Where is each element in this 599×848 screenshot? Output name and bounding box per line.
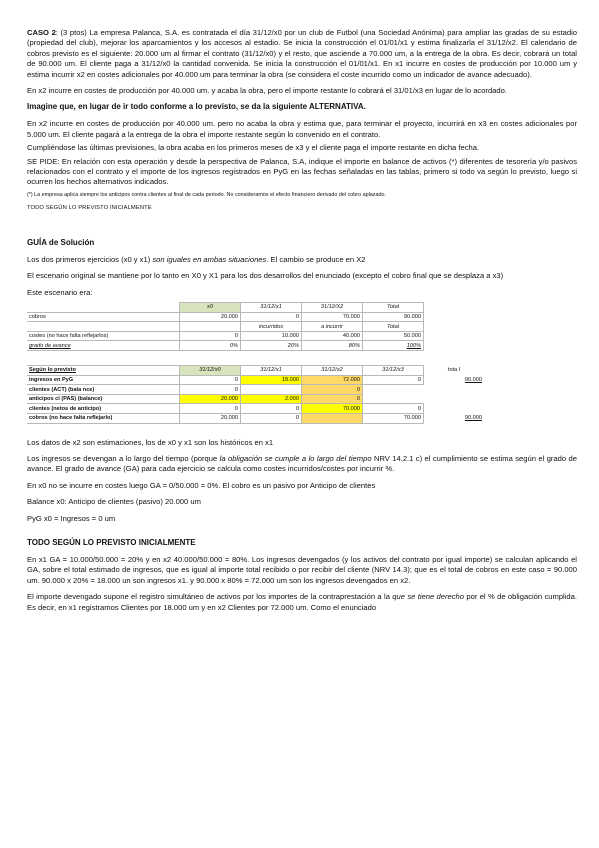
table-header: 31/12/X2 [302,303,363,313]
after-text-a: Los ingresos se devengan a lo largo del tiempo (porque [27,454,220,464]
after-text-italic: que se tiene derecho [392,592,464,602]
table-cell [424,312,485,322]
after-text-a: El importe devengado supone el registro simultáneo de activos por los importes de la contraprestación a la [27,592,393,602]
document-page [27,28,577,619]
table-cell: 20.000 [180,414,241,424]
table-cell: 20.000 [180,312,241,322]
table-cell [424,331,485,341]
table-cell: 0 [241,414,302,424]
row-label: costes (no hace falta reflejarlos) [27,331,180,341]
table-header: 31/12/x0 [180,366,241,376]
table-cell [27,358,484,366]
row-label: clientes (ACT) (bala nce) [27,385,180,395]
table-header: tota l [447,367,461,374]
table-row [27,414,484,424]
guide-heading: GUÍA de Solución [27,237,95,247]
after-paragraph-3: En x0 no se incurre en costes luego GA = 0/50.000 = 0%. El cobro es un pasivo por Anticipo de clientes [27,480,376,490]
table-cell: 90.000 [464,376,482,383]
table-header: x0 [180,303,241,313]
table-row [27,312,484,322]
table-cell [363,394,424,404]
table-cell: 0 [180,375,241,385]
alternative-heading: Imagine que, en lugar de ir todo conforme a lo previsto, se da la siguiente ALTERNATIVA. [27,102,366,112]
table-cell [27,303,180,313]
table-cell: 100% [363,341,424,351]
after-text-italic: la obligación se cumple a lo largo del tiempo [219,454,372,464]
table-row [27,341,484,351]
after-text-b: por el % de obligación cumplida. Es decir, en x1 registramos Clientes por 18.000 um y en x2 Clientes por 72.000 um. Como el enunciado [27,592,577,612]
after-paragraph-2 [27,454,577,475]
guide-paragraph-3: Este escenario era: [27,287,93,297]
after-paragraph-4: Balance x0: Anticipo de clientes (pasivo) 20.000 um [27,497,201,507]
row-label: cobros (no hace falta reflejarlo) [27,414,180,424]
guide-paragraph [27,255,577,265]
case-text: : (3 ptos) La empresa Palanca, S.A. es contratada el día 31/12/x0 por un club de Futbol (una Sociedad Anónima) para ampliar las gradas de su estadio (propiedad del club), mejorar los aparcamientos y los accesos al estadio. Se inicia la construcción el 01/01/x1 y estima finalizarla el 31/12/x2. El calendario de cobros previsto es el siguiente: 20.000 um al firmar el contrato (31/12/x0) y el resto, que asciende a 70.000 um, a la entrega de la obra. Es decir, cobrará un total de 90.000 um. El cliente paga a 31/12/x0 la cantidad convenida. Se inicia la construcción el 01/01/x1. En x1 incurre en costes de producción por 10.000 um y estima incurrir x2 en costes adicionales por 40.000 um para terminar la obra (se considera el coste incurrido como un indicador de avance adecuado). [27,28,577,79]
table-cell: Total [363,322,424,332]
table-cell: 90.000 [464,415,482,422]
case-paragraph [27,28,577,80]
table-row [27,351,484,359]
table-cell: 70.000 [363,414,424,424]
alternative-paragraph-2: Cumpliéndose las últimas previsiones, la obra acaba en los primeros meses de x3 y el cliente paga el importe restante en dicha fecha. [27,143,480,153]
table-cell [424,322,485,332]
table-cell: 50.000 [363,331,424,341]
table-cell [302,414,363,424]
table-cell [363,385,424,395]
table-cell: 0 [180,404,241,414]
scenario-table [27,302,484,424]
guide-paragraph-2: El escenario original se mantiene por lo tanto en X0 y X1 para los dos desarrollos del enunciado (excepto el cobro final que se desplaza a x3) [27,271,504,281]
table-cell [424,341,485,351]
table-cell: 0 [241,312,302,322]
table-cell: 20% [241,341,302,351]
table-cell: 0 [180,385,241,395]
table-cell [424,385,485,395]
table-cell [180,322,241,332]
table-cell: 80% [302,341,363,351]
table-cell: a incurrir [302,322,363,332]
after-paragraph-1: Los datos de x2 son estimaciones, los de x0 y x1 son los históricos en x1 [27,437,274,447]
guide-text-italic: son iguales en ambas situaciones [152,254,267,264]
table-cell: 18.000 [241,375,302,385]
table-cell: 0 [302,394,363,404]
case-paragraph-2: En x2 incurre en costes de producción por 40.000 um. y acaba la obra, pero el importe restante lo cobrará el 31/01/x3 en lugar de lo acordado. [27,86,507,96]
guide-text-b: . El cambio se produce en X2 [266,254,366,264]
table-row [27,404,484,414]
table-row [27,331,484,341]
row-label: ingresos en PyG [27,375,180,385]
table-cell: 0 [363,375,424,385]
footnote: (*) La empresa aplica siempre los anticipos contra clientes al final de cada periodo. No consideramos el efecto financiero derivado del cobro aplazado. [27,191,386,198]
after-text-b: NRV 14.2.1 c) el cumplimiento se estima según el grado de avance. El grado de avance (GA) para cada ejercicio se calcula como costes incurridos/costes por incurrir %. [27,454,577,474]
table-header: Total [363,303,424,313]
table-row [27,385,484,395]
table-header: 31/12/x1 [241,366,302,376]
table-cell: 10.000 [241,331,302,341]
table-cell: 40.000 [302,331,363,341]
alternative-paragraph: En x2 incurre en costes de producción por 40.000 um. pero no acaba la obra y estima que, para terminar el proyecto, incurrirá en x3 en costes adicionales por 5.000 um. El cliente pagará a la entrega de la obra el importe restante según lo convenido en el contrato. [27,119,577,139]
after-paragraph-5: PyG x0 = Ingresos = 0 um [27,513,116,523]
table-cell: 70.000 [302,404,363,414]
after-paragraph-6: En x1 GA = 10.000/50.000 = 20% y en x2 40.000/50.000 = 80%. Los ingresos devengados (y los activos del contrato por igual importe) se calculan aplicando el GA, sobre el total estimado de ingresos, que es igual al importe total recibido o por recibir del cliente (NRV 14.3); que es el total de cobros en este caso = 90.000 um. 90.000 x 20% = 18.000 un son ingresos x1. y 90.000 x 80% = 72.000 um son los ingresos devengados en x2. [27,555,577,585]
table-cell [241,385,302,395]
table-cell: 0% [180,341,241,351]
table-cell [424,394,485,404]
table-cell [424,404,485,414]
todo-caps: TODO SEGÚN LO PREVISTO INICIALMENTE [27,204,152,211]
table-cell: 0 [241,404,302,414]
row-label: grado de avance [27,341,180,351]
table-cell [424,303,485,313]
table-cell [27,351,484,359]
case-label: CASO 2 [27,28,56,37]
row-label [27,322,180,332]
table-row [27,303,484,313]
table-header: 31/12/x2 [302,366,363,376]
row-label: Según lo previsto [27,366,180,376]
table-cell: 90.000 [363,312,424,322]
table-cell: 2.000 [241,394,302,404]
todo-heading: TODO SEGÚN LO PREVISTO INICIALMENTE [27,538,196,548]
table-cell: 0 [302,385,363,395]
table-row [27,366,484,376]
table-header: 31/12/x3 [363,366,424,376]
table-cell: 20.000 [180,394,241,404]
task-paragraph: SE PIDE: En relación con esta operación y desde la perspectiva de Palanca, S.A, indique el importe en balance de activos (*) diferentes de tesorería y/o pasivos relacionados con el contrato y el importe de los ingresos registrados en PyG en las fechas señaladas en las tablas, primero si todo va según lo previsto, luego si ocurren los hechos alternativos indicados. [27,156,577,187]
row-label: clientes (netos de anticipo) [27,404,180,414]
row-label: anticipos cl (PAS) (balance) [27,394,180,404]
table-cell: incurridos [241,322,302,332]
table-row [27,322,484,332]
table-cell: 0 [363,404,424,414]
table-cell: 72.000 [302,375,363,385]
table-cell: 0 [180,331,241,341]
row-label: cobros [27,312,180,322]
table-row [27,358,484,366]
table-cell: 70.000 [302,312,363,322]
table-row [27,375,484,385]
guide-text-a: Los dos primeros ejercicios (x0 y x1) [27,254,153,264]
table-row [27,394,484,404]
after-paragraph-7 [27,592,577,613]
table-header: 31/12/x1 [241,303,302,313]
